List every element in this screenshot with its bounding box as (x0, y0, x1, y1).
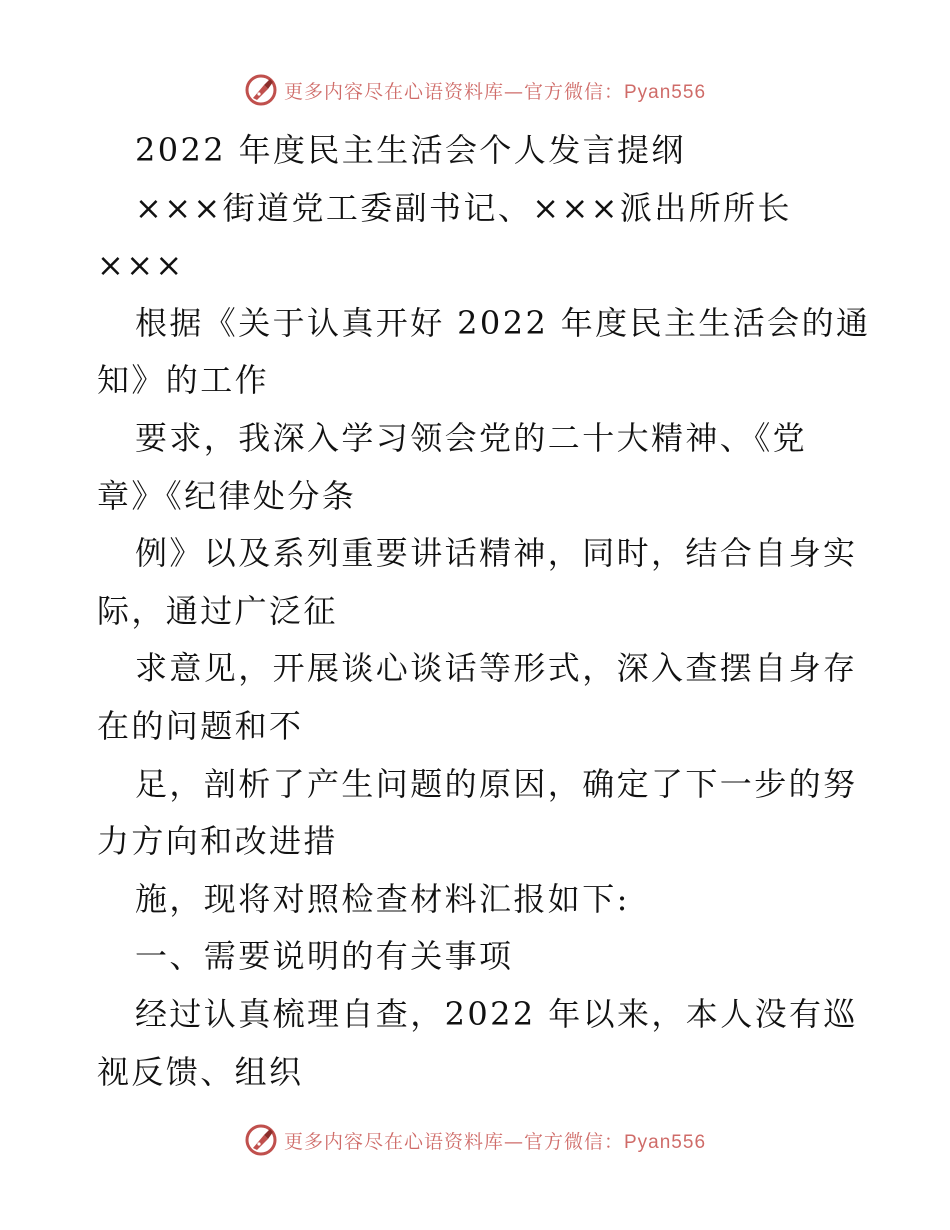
paragraph-line: 章》《纪律处分条 (97, 476, 357, 515)
paragraph-line: 根据《关于认真开好 2022 年度民主生活会的通 (135, 303, 871, 342)
paragraph-line: 经过认真梳理自查，2022 年以来，本人没有巡 (135, 994, 858, 1033)
paragraph-line: 要求，我深入学习领会党的二十大精神、《党 (135, 418, 808, 457)
watermark-text: 更多内容尽在心语资料库—官方微信：Pyan556 (283, 80, 707, 103)
paragraph-line: 际，通过广泛征 (97, 591, 338, 630)
document-body (97, 122, 871, 1101)
document-title: 2022 年度民主生活会个人发言提纲 (135, 131, 686, 169)
watermark-text: 更多内容尽在心语资料库—官方微信：Pyan556 (283, 1130, 707, 1153)
footer-watermark-banner (0, 1120, 950, 1160)
paragraph-line: 视反馈、组织 (97, 1052, 304, 1091)
pen-logo-icon (244, 73, 278, 107)
paragraph-line: 知》的工作 (97, 361, 270, 400)
pen-logo-icon (244, 1123, 278, 1157)
paragraph-line: 在的问题和不 (97, 706, 304, 745)
header-watermark-banner (0, 70, 950, 110)
author-line: ×××街道党工委副书记、×××派出所所长 (135, 188, 792, 227)
author-name: ××× (97, 246, 185, 285)
paragraph-line: 力方向和改进措 (97, 822, 338, 861)
section-heading: 一、需要说明的有关事项 (135, 937, 514, 976)
paragraph-line: 例》以及系列重要讲话精神，同时，结合自身实 (135, 534, 858, 573)
paragraph-line: 施，现将对照检查材料汇报如下: (135, 879, 630, 918)
paragraph-line: 求意见，开展谈心谈话等形式，深入查摆自身存 (135, 649, 858, 688)
paragraph-line: 足，剖析了产生问题的原因，确定了下一步的努 (135, 764, 858, 803)
